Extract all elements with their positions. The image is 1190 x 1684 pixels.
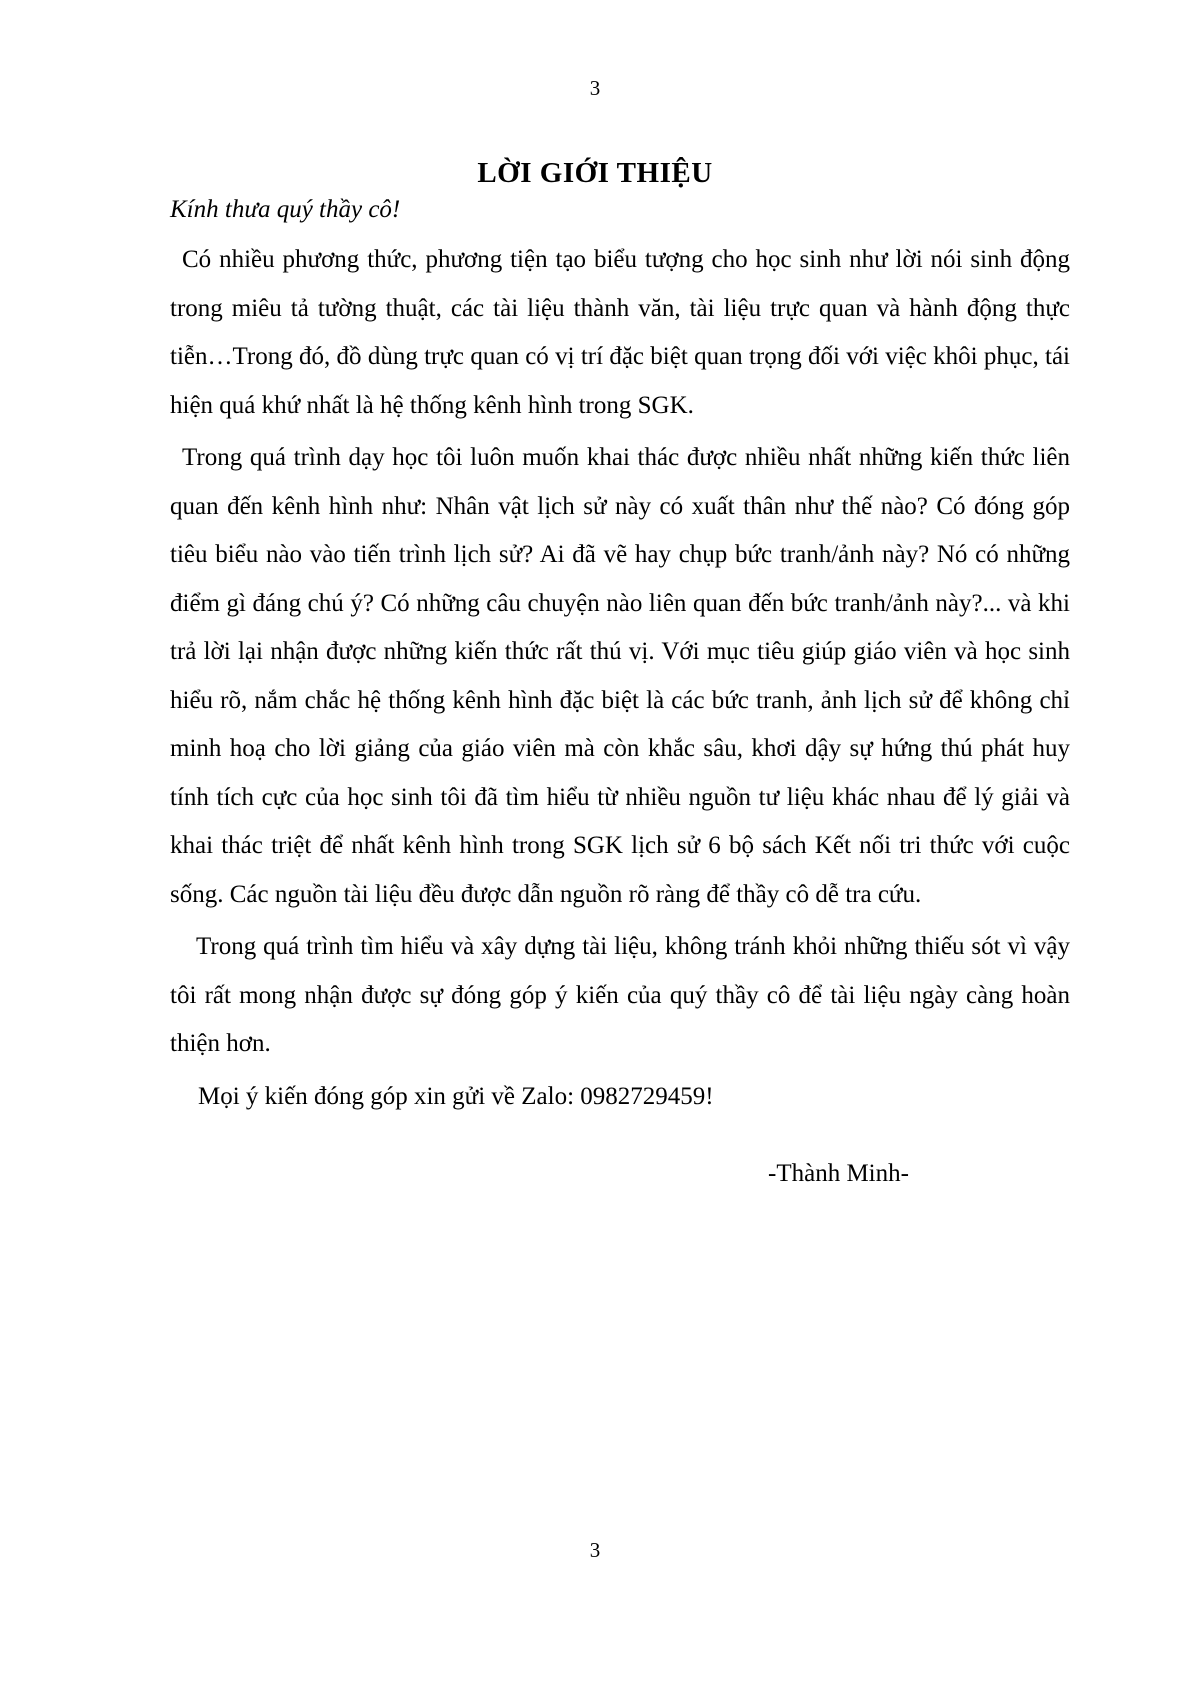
paragraph-purpose: Trong quá trình dạy học tôi luôn muốn khai thác được nhiều nhất những kiến thức liên quan đến kênh hình như: Nhân vật lịch sử này có xuất thân như thế nào? Có đóng góp tiêu biểu nào vào tiến trình lịch sử? Ai đã vẽ hay chụp bức tranh/ảnh này? Nó có những điểm gì đáng chú ý? Có những câu chuyện nào liên quan đến bức tranh/ảnh này?... và khi trả lời lại nhận được những kiến thức rất thú vị. Với mục tiêu giúp giáo viên và học sinh hiểu rõ, nắm chắc hệ thống kênh hình đặc biệt là các bức tranh, ảnh lịch sử để không chỉ minh hoạ cho lời giảng của giáo viên mà còn khắc sâu, khơi dậy sự hứng thú phát huy tính tích cực của học sinh tôi đã tìm hiểu từ nhiều nguồn tư liệu khác nhau để lý giải và khai thác triệt để nhất kênh hình trong SGK lịch sử 6 bộ sách Kết nối tri thức với cuộc sống. Các nguồn tài liệu đều được dẫn nguồn rõ ràng để thầy cô dễ tra cứu. [170,444,1070,908]
page-title: LỜI GIỚI THIỆU [477,157,713,189]
author-signature: -Thành Minh- [768,1160,909,1187]
paragraph-intro: Có nhiều phương thức, phương tiện tạo biểu tượng cho học sinh như lời nói sinh động trong miêu tả tường thuật, các tài liệu thành văn, tài liệu trực quan và hành động thực tiễn…Trong đó, đồ dùng trực quan có vị trí đặc biệt quan trọng đối với việc khôi phục, tái hiện quá khứ nhất là hệ thống kênh hình trong SGK. [170,246,1070,419]
page-number-top: 3 [589,76,601,100]
paragraph-feedback: Trong quá trình tìm hiểu và xây dựng tài liệu, không tránh khỏi những thiếu sót vì vậy tôi rất mong nhận được sự đóng góp ý kiến của quý thầy cô để tài liệu ngày càng hoàn thiện hơn. [170,933,1070,1057]
greeting: Kính thưa quý thầy cô! [170,196,401,223]
paragraph-contact: Mọi ý kiến đóng góp xin gửi về Zalo: 0982729459! [198,1082,714,1110]
body-text [170,236,1070,1121]
page-number-bottom: 3 [589,1538,601,1562]
